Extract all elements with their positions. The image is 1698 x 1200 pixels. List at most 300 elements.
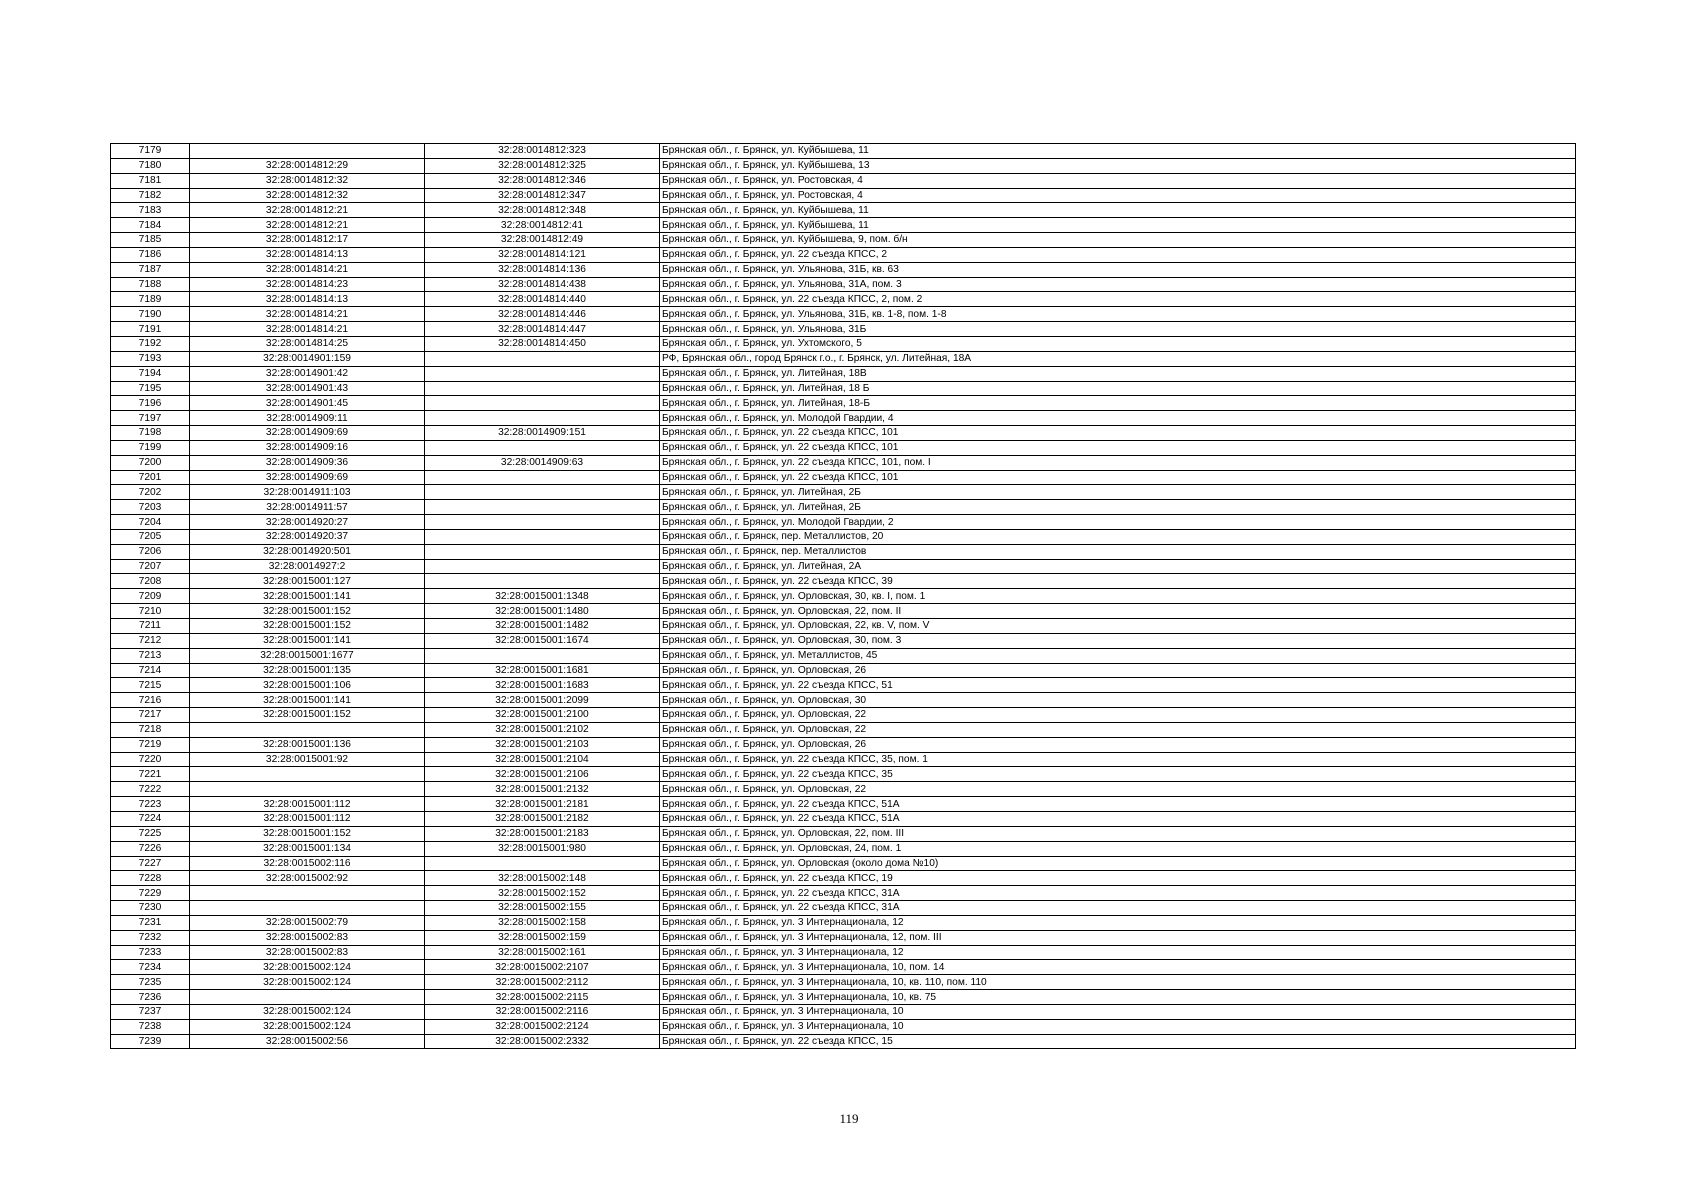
- address-cell: Брянская обл., г. Брянск, ул. Литейная, 18-Б: [660, 396, 1576, 411]
- row-number-cell: 7203: [111, 500, 190, 515]
- row-number-cell: 7211: [111, 619, 190, 634]
- table-row: [111, 1004, 1576, 1019]
- row-number-cell: 7212: [111, 633, 190, 648]
- land-plot-number-cell: 32:28:0015001:127: [190, 574, 425, 589]
- land-plot-number-cell: 32:28:0014812:21: [190, 218, 425, 233]
- object-number-cell: [425, 440, 660, 455]
- address-cell: Брянская обл., г. Брянск, ул. 3 Интернационала, 10, кв. 75: [660, 990, 1576, 1005]
- land-plot-number-cell: 32:28:0015002:83: [190, 930, 425, 945]
- row-number-cell: 7179: [111, 144, 190, 159]
- row-number-cell: 7191: [111, 322, 190, 337]
- address-cell: Брянская обл., г. Брянск, ул. Орловская, 30: [660, 693, 1576, 708]
- row-number-cell: 7223: [111, 797, 190, 812]
- row-number-cell: 7210: [111, 604, 190, 619]
- land-plot-number-cell: 32:28:0014814:21: [190, 322, 425, 337]
- row-number-cell: 7219: [111, 737, 190, 752]
- object-number-cell: 32:28:0014812:348: [425, 203, 660, 218]
- land-plot-number-cell: 32:28:0014812:29: [190, 158, 425, 173]
- address-cell: Брянская обл., г. Брянск, ул. Ростовская, 4: [660, 188, 1576, 203]
- address-cell: Брянская обл., г. Брянск, ул. Куйбышева, 9, пом. б/н: [660, 233, 1576, 248]
- object-number-cell: 32:28:0014814:136: [425, 262, 660, 277]
- address-cell: Брянская обл., г. Брянск, ул. Орловская, 26: [660, 663, 1576, 678]
- object-number-cell: 32:28:0015001:2132: [425, 782, 660, 797]
- object-number-cell: 32:28:0015001:2106: [425, 767, 660, 782]
- land-plot-number-cell: 32:28:0014901:43: [190, 381, 425, 396]
- row-number-cell: 7198: [111, 426, 190, 441]
- row-number-cell: 7186: [111, 247, 190, 262]
- land-plot-number-cell: [190, 782, 425, 797]
- address-cell: Брянская обл., г. Брянск, ул. 22 съезда КПСС, 101: [660, 470, 1576, 485]
- table-row: [111, 693, 1576, 708]
- row-number-cell: 7184: [111, 218, 190, 233]
- object-number-cell: 32:28:0015002:152: [425, 886, 660, 901]
- table-row: [111, 411, 1576, 426]
- table-row: [111, 574, 1576, 589]
- table-row: [111, 515, 1576, 530]
- object-number-cell: [425, 381, 660, 396]
- row-number-cell: 7236: [111, 990, 190, 1005]
- row-number-cell: 7237: [111, 1004, 190, 1019]
- address-cell: Брянская обл., г. Брянск, ул. 22 съезда КПСС, 101: [660, 426, 1576, 441]
- table-row: [111, 604, 1576, 619]
- row-number-cell: 7202: [111, 485, 190, 500]
- row-number-cell: 7192: [111, 336, 190, 351]
- table-row: [111, 1019, 1576, 1034]
- row-number-cell: 7230: [111, 901, 190, 916]
- object-number-cell: 32:28:0015002:2112: [425, 975, 660, 990]
- object-number-cell: 32:28:0015002:148: [425, 871, 660, 886]
- object-number-cell: [425, 485, 660, 500]
- table-row: [111, 529, 1576, 544]
- object-number-cell: 32:28:0014814:447: [425, 322, 660, 337]
- row-number-cell: 7235: [111, 975, 190, 990]
- object-number-cell: 32:28:0015002:2116: [425, 1004, 660, 1019]
- table-row: [111, 440, 1576, 455]
- object-number-cell: 32:28:0015001:2102: [425, 722, 660, 737]
- row-number-cell: 7213: [111, 648, 190, 663]
- land-plot-number-cell: 32:28:0014901:45: [190, 396, 425, 411]
- object-number-cell: 32:28:0015001:2181: [425, 797, 660, 812]
- address-cell: Брянская обл., г. Брянск, ул. Куйбышева, 11: [660, 218, 1576, 233]
- land-plot-number-cell: 32:28:0015002:92: [190, 871, 425, 886]
- address-cell: Брянская обл., г. Брянск, ул. Ухтомского, 5: [660, 336, 1576, 351]
- object-number-cell: [425, 856, 660, 871]
- address-cell: Брянская обл., г. Брянск, ул. 22 съезда КПСС, 15: [660, 1034, 1576, 1049]
- table-row: [111, 856, 1576, 871]
- table-row: [111, 366, 1576, 381]
- table-row: [111, 322, 1576, 337]
- object-number-cell: 32:28:0014814:121: [425, 247, 660, 262]
- address-cell: Брянская обл., г. Брянск, ул. Куйбышева, 11: [660, 144, 1576, 159]
- address-cell: Брянская обл., г. Брянск, ул. Молодой Гвардии, 2: [660, 515, 1576, 530]
- land-plot-number-cell: 32:28:0014814:23: [190, 277, 425, 292]
- land-plot-number-cell: [190, 990, 425, 1005]
- table-row: [111, 886, 1576, 901]
- object-number-cell: 32:28:0015001:2182: [425, 811, 660, 826]
- address-cell: Брянская обл., г. Брянск, ул. 3 Интернационала, 12: [660, 915, 1576, 930]
- land-plot-number-cell: 32:28:0014909:16: [190, 440, 425, 455]
- page-number: 119: [839, 1111, 859, 1126]
- object-number-cell: 32:28:0015001:2100: [425, 708, 660, 723]
- land-plot-number-cell: 32:28:0015001:134: [190, 841, 425, 856]
- address-cell: Брянская обл., г. Брянск, ул. Орловская, 22: [660, 722, 1576, 737]
- land-plot-number-cell: [190, 722, 425, 737]
- table-row: [111, 619, 1576, 634]
- object-number-cell: 32:28:0015002:2124: [425, 1019, 660, 1034]
- land-plot-number-cell: 32:28:0015002:124: [190, 975, 425, 990]
- land-plot-number-cell: 32:28:0015001:152: [190, 619, 425, 634]
- registry-table: [110, 143, 1576, 1049]
- land-plot-number-cell: 32:28:0015001:112: [190, 797, 425, 812]
- row-number-cell: 7231: [111, 915, 190, 930]
- table-row: [111, 722, 1576, 737]
- row-number-cell: 7193: [111, 351, 190, 366]
- row-number-cell: 7196: [111, 396, 190, 411]
- object-number-cell: 32:28:0015002:2332: [425, 1034, 660, 1049]
- table-row: [111, 351, 1576, 366]
- land-plot-number-cell: 32:28:0015001:106: [190, 678, 425, 693]
- address-cell: Брянская обл., г. Брянск, ул. Металлистов, 45: [660, 648, 1576, 663]
- table-row: [111, 262, 1576, 277]
- table-row: [111, 173, 1576, 188]
- object-number-cell: [425, 648, 660, 663]
- row-number-cell: 7228: [111, 871, 190, 886]
- object-number-cell: 32:28:0015001:1674: [425, 633, 660, 648]
- row-number-cell: 7233: [111, 945, 190, 960]
- address-cell: Брянская обл., г. Брянск, ул. Ульянова, 31Б, кв. 63: [660, 262, 1576, 277]
- table-row: [111, 752, 1576, 767]
- address-cell: Брянская обл., г. Брянск, ул. 3 Интернационала, 12: [660, 945, 1576, 960]
- address-cell: Брянская обл., г. Брянск, ул. Орловская, 24, пом. 1: [660, 841, 1576, 856]
- object-number-cell: 32:28:0015001:2104: [425, 752, 660, 767]
- row-number-cell: 7188: [111, 277, 190, 292]
- object-number-cell: [425, 351, 660, 366]
- object-number-cell: 32:28:0015001:1480: [425, 604, 660, 619]
- table-row: [111, 485, 1576, 500]
- object-number-cell: 32:28:0014812:347: [425, 188, 660, 203]
- object-number-cell: 32:28:0015001:1348: [425, 589, 660, 604]
- object-number-cell: 32:28:0014812:325: [425, 158, 660, 173]
- address-cell: Брянская обл., г. Брянск, ул. Ростовская, 4: [660, 173, 1576, 188]
- object-number-cell: 32:28:0014814:450: [425, 336, 660, 351]
- object-number-cell: 32:28:0014812:323: [425, 144, 660, 159]
- address-cell: Брянская обл., г. Брянск, ул. 3 Интернационала, 10, кв. 110, пом. 110: [660, 975, 1576, 990]
- table-row: [111, 901, 1576, 916]
- row-number-cell: 7234: [111, 960, 190, 975]
- land-plot-number-cell: 32:28:0015002:124: [190, 960, 425, 975]
- address-cell: Брянская обл., г. Брянск, ул. Ульянова, 31Б: [660, 322, 1576, 337]
- row-number-cell: 7207: [111, 559, 190, 574]
- row-number-cell: 7239: [111, 1034, 190, 1049]
- row-number-cell: 7204: [111, 515, 190, 530]
- table-row: [111, 381, 1576, 396]
- table-row: [111, 930, 1576, 945]
- land-plot-number-cell: 32:28:0014920:27: [190, 515, 425, 530]
- land-plot-number-cell: 32:28:0014920:37: [190, 529, 425, 544]
- land-plot-number-cell: 32:28:0014909:11: [190, 411, 425, 426]
- table-row: [111, 277, 1576, 292]
- land-plot-number-cell: [190, 767, 425, 782]
- object-number-cell: 32:28:0015001:2183: [425, 826, 660, 841]
- land-plot-number-cell: 32:28:0014812:21: [190, 203, 425, 218]
- land-plot-number-cell: [190, 886, 425, 901]
- object-number-cell: 32:28:0014814:446: [425, 307, 660, 322]
- address-cell: Брянская обл., г. Брянск, ул. Орловская, 22, пом. II: [660, 604, 1576, 619]
- object-number-cell: 32:28:0015002:159: [425, 930, 660, 945]
- address-cell: Брянская обл., г. Брянск, ул. Ульянова, 31Б, кв. 1-8, пом. 1-8: [660, 307, 1576, 322]
- land-plot-number-cell: 32:28:0015001:141: [190, 589, 425, 604]
- registry-table-body: [111, 144, 1576, 1049]
- land-plot-number-cell: 32:28:0015001:1677: [190, 648, 425, 663]
- land-plot-number-cell: 32:28:0014920:501: [190, 544, 425, 559]
- object-number-cell: 32:28:0015002:155: [425, 901, 660, 916]
- object-number-cell: 32:28:0015001:1683: [425, 678, 660, 693]
- land-plot-number-cell: 32:28:0015001:152: [190, 708, 425, 723]
- address-cell: Брянская обл., г. Брянск, ул. 3 Интернационала, 10: [660, 1019, 1576, 1034]
- table-row: [111, 737, 1576, 752]
- address-cell: Брянская обл., г. Брянск, ул. Орловская, 22, пом. III: [660, 826, 1576, 841]
- row-number-cell: 7224: [111, 811, 190, 826]
- land-plot-number-cell: 32:28:0015001:112: [190, 811, 425, 826]
- address-cell: РФ, Брянская обл., город Брянск г.о., г. Брянск, ул. Литейная, 18А: [660, 351, 1576, 366]
- address-cell: Брянская обл., г. Брянск, пер. Металлистов: [660, 544, 1576, 559]
- address-cell: Брянская обл., г. Брянск, ул. 22 съезда КПСС, 2: [660, 247, 1576, 262]
- land-plot-number-cell: 32:28:0015002:124: [190, 1004, 425, 1019]
- address-cell: Брянская обл., г. Брянск, ул. 22 съезда КПСС, 35, пом. 1: [660, 752, 1576, 767]
- object-number-cell: 32:28:0014812:346: [425, 173, 660, 188]
- row-number-cell: 7180: [111, 158, 190, 173]
- object-number-cell: 32:28:0014812:41: [425, 218, 660, 233]
- address-cell: Брянская обл., г. Брянск, ул. Орловская, 22: [660, 708, 1576, 723]
- row-number-cell: 7220: [111, 752, 190, 767]
- row-number-cell: 7189: [111, 292, 190, 307]
- address-cell: Брянская обл., г. Брянск, ул. 22 съезда КПСС, 35: [660, 767, 1576, 782]
- land-plot-number-cell: 32:28:0014927:2: [190, 559, 425, 574]
- address-cell: Брянская обл., г. Брянск, ул. Орловская, 22, кв. V, пом. V: [660, 619, 1576, 634]
- table-row: [111, 960, 1576, 975]
- table-row: [111, 871, 1576, 886]
- land-plot-number-cell: 32:28:0014812:17: [190, 233, 425, 248]
- table-row: [111, 589, 1576, 604]
- table-row: [111, 826, 1576, 841]
- address-cell: Брянская обл., г. Брянск, ул. Литейная, 18В: [660, 366, 1576, 381]
- address-cell: Брянская обл., г. Брянск, ул. Орловская (около дома №10): [660, 856, 1576, 871]
- land-plot-number-cell: 32:28:0014814:25: [190, 336, 425, 351]
- table-row: [111, 470, 1576, 485]
- object-number-cell: [425, 544, 660, 559]
- land-plot-number-cell: 32:28:0014814:21: [190, 307, 425, 322]
- address-cell: Брянская обл., г. Брянск, ул. 22 съезда КПСС, 19: [660, 871, 1576, 886]
- row-number-cell: 7209: [111, 589, 190, 604]
- land-plot-number-cell: 32:28:0015002:56: [190, 1034, 425, 1049]
- table-row: [111, 218, 1576, 233]
- row-number-cell: 7201: [111, 470, 190, 485]
- table-row: [111, 544, 1576, 559]
- object-number-cell: [425, 529, 660, 544]
- table-row: [111, 247, 1576, 262]
- land-plot-number-cell: 32:28:0015001:92: [190, 752, 425, 767]
- row-number-cell: 7221: [111, 767, 190, 782]
- row-number-cell: 7205: [111, 529, 190, 544]
- row-number-cell: 7187: [111, 262, 190, 277]
- row-number-cell: 7183: [111, 203, 190, 218]
- address-cell: Брянская обл., г. Брянск, ул. 3 Интернационала, 12, пом. III: [660, 930, 1576, 945]
- table-row: [111, 188, 1576, 203]
- address-cell: Брянская обл., г. Брянск, ул. Литейная, 18 Б: [660, 381, 1576, 396]
- table-row: [111, 663, 1576, 678]
- land-plot-number-cell: 32:28:0015002:79: [190, 915, 425, 930]
- table-row: [111, 708, 1576, 723]
- land-plot-number-cell: 32:28:0014812:32: [190, 188, 425, 203]
- row-number-cell: 7215: [111, 678, 190, 693]
- address-cell: Брянская обл., г. Брянск, ул. Литейная, 2А: [660, 559, 1576, 574]
- address-cell: Брянская обл., г. Брянск, ул. Литейная, 2Б: [660, 485, 1576, 500]
- address-cell: Брянская обл., г. Брянск, ул. 22 съезда КПСС, 51А: [660, 811, 1576, 826]
- row-number-cell: 7238: [111, 1019, 190, 1034]
- address-cell: Брянская обл., г. Брянск, ул. 22 съезда КПСС, 31А: [660, 901, 1576, 916]
- land-plot-number-cell: 32:28:0014909:36: [190, 455, 425, 470]
- table-row: [111, 811, 1576, 826]
- address-cell: Брянская обл., г. Брянск, пер. Металлистов, 20: [660, 529, 1576, 544]
- row-number-cell: 7181: [111, 173, 190, 188]
- address-cell: Брянская обл., г. Брянск, ул. Ульянова, 31А, пом. 3: [660, 277, 1576, 292]
- row-number-cell: 7200: [111, 455, 190, 470]
- table-row: [111, 559, 1576, 574]
- object-number-cell: 32:28:0015001:1482: [425, 619, 660, 634]
- address-cell: Брянская обл., г. Брянск, ул. Молодой Гвардии, 4: [660, 411, 1576, 426]
- row-number-cell: 7182: [111, 188, 190, 203]
- object-number-cell: 32:28:0014812:49: [425, 233, 660, 248]
- land-plot-number-cell: 32:28:0014814:21: [190, 262, 425, 277]
- land-plot-number-cell: [190, 901, 425, 916]
- table-row: [111, 1034, 1576, 1049]
- address-cell: Брянская обл., г. Брянск, ул. Орловская, 30, кв. I, пом. 1: [660, 589, 1576, 604]
- table-row: [111, 455, 1576, 470]
- address-cell: Брянская обл., г. Брянск, ул. 3 Интернационала, 10: [660, 1004, 1576, 1019]
- table-row: [111, 336, 1576, 351]
- object-number-cell: 32:28:0014909:63: [425, 455, 660, 470]
- land-plot-number-cell: 32:28:0015001:152: [190, 604, 425, 619]
- row-number-cell: 7222: [111, 782, 190, 797]
- table-row: [111, 767, 1576, 782]
- table-row: [111, 292, 1576, 307]
- table-row: [111, 975, 1576, 990]
- land-plot-number-cell: 32:28:0015001:135: [190, 663, 425, 678]
- object-number-cell: 32:28:0015001:980: [425, 841, 660, 856]
- land-plot-number-cell: 32:28:0014911:103: [190, 485, 425, 500]
- table-row: [111, 203, 1576, 218]
- land-plot-number-cell: 32:28:0014814:13: [190, 247, 425, 262]
- object-number-cell: [425, 366, 660, 381]
- row-number-cell: 7206: [111, 544, 190, 559]
- table-row: [111, 633, 1576, 648]
- land-plot-number-cell: 32:28:0014911:57: [190, 500, 425, 515]
- object-number-cell: 32:28:0015002:2107: [425, 960, 660, 975]
- object-number-cell: [425, 559, 660, 574]
- row-number-cell: 7208: [111, 574, 190, 589]
- object-number-cell: 32:28:0014814:440: [425, 292, 660, 307]
- table-row: [111, 990, 1576, 1005]
- table-row: [111, 782, 1576, 797]
- table-row: [111, 678, 1576, 693]
- table-row: [111, 307, 1576, 322]
- object-number-cell: 32:28:0015001:2103: [425, 737, 660, 752]
- address-cell: Брянская обл., г. Брянск, ул. Орловская, 22: [660, 782, 1576, 797]
- address-cell: Брянская обл., г. Брянск, ул. 22 съезда КПСС, 2, пом. 2: [660, 292, 1576, 307]
- row-number-cell: 7197: [111, 411, 190, 426]
- table-row: [111, 426, 1576, 441]
- row-number-cell: 7185: [111, 233, 190, 248]
- land-plot-number-cell: 32:28:0014901:159: [190, 351, 425, 366]
- address-cell: Брянская обл., г. Брянск, ул. Орловская, 26: [660, 737, 1576, 752]
- land-plot-number-cell: 32:28:0014901:42: [190, 366, 425, 381]
- land-plot-number-cell: 32:28:0015001:136: [190, 737, 425, 752]
- land-plot-number-cell: 32:28:0015002:124: [190, 1019, 425, 1034]
- address-cell: Брянская обл., г. Брянск, ул. 22 съезда КПСС, 51А: [660, 797, 1576, 812]
- land-plot-number-cell: 32:28:0015002:83: [190, 945, 425, 960]
- object-number-cell: 32:28:0015001:1681: [425, 663, 660, 678]
- row-number-cell: 7226: [111, 841, 190, 856]
- row-number-cell: 7190: [111, 307, 190, 322]
- object-number-cell: [425, 515, 660, 530]
- row-number-cell: 7195: [111, 381, 190, 396]
- row-number-cell: 7225: [111, 826, 190, 841]
- address-cell: Брянская обл., г. Брянск, ул. Куйбышева, 11: [660, 203, 1576, 218]
- table-row: [111, 797, 1576, 812]
- table-row: [111, 945, 1576, 960]
- row-number-cell: 7199: [111, 440, 190, 455]
- land-plot-number-cell: 32:28:0015002:116: [190, 856, 425, 871]
- object-number-cell: 32:28:0015002:158: [425, 915, 660, 930]
- table-row: [111, 841, 1576, 856]
- land-plot-number-cell: 32:28:0015001:152: [190, 826, 425, 841]
- table-row: [111, 396, 1576, 411]
- object-number-cell: 32:28:0015002:161: [425, 945, 660, 960]
- row-number-cell: 7232: [111, 930, 190, 945]
- land-plot-number-cell: 32:28:0015001:141: [190, 633, 425, 648]
- row-number-cell: 7217: [111, 708, 190, 723]
- table-row: [111, 158, 1576, 173]
- land-plot-number-cell: 32:28:0014814:13: [190, 292, 425, 307]
- object-number-cell: [425, 411, 660, 426]
- table-row: [111, 648, 1576, 663]
- object-number-cell: 32:28:0015001:2099: [425, 693, 660, 708]
- land-plot-number-cell: [190, 144, 425, 159]
- table-row: [111, 915, 1576, 930]
- object-number-cell: 32:28:0015002:2115: [425, 990, 660, 1005]
- address-cell: Брянская обл., г. Брянск, ул. 22 съезда КПСС, 101, пом. I: [660, 455, 1576, 470]
- row-number-cell: 7214: [111, 663, 190, 678]
- address-cell: Брянская обл., г. Брянск, ул. 22 съезда КПСС, 51: [660, 678, 1576, 693]
- table-row: [111, 500, 1576, 515]
- object-number-cell: [425, 500, 660, 515]
- object-number-cell: [425, 396, 660, 411]
- address-cell: Брянская обл., г. Брянск, ул. 22 съезда КПСС, 31А: [660, 886, 1576, 901]
- object-number-cell: 32:28:0014909:151: [425, 426, 660, 441]
- row-number-cell: 7216: [111, 693, 190, 708]
- address-cell: Брянская обл., г. Брянск, ул. 22 съезда КПСС, 101: [660, 440, 1576, 455]
- row-number-cell: 7218: [111, 722, 190, 737]
- row-number-cell: 7229: [111, 886, 190, 901]
- table-row: [111, 144, 1576, 159]
- land-plot-number-cell: 32:28:0014909:69: [190, 426, 425, 441]
- land-plot-number-cell: 32:28:0015001:141: [190, 693, 425, 708]
- row-number-cell: 7194: [111, 366, 190, 381]
- object-number-cell: [425, 574, 660, 589]
- address-cell: Брянская обл., г. Брянск, ул. Литейная, 2Б: [660, 500, 1576, 515]
- address-cell: Брянская обл., г. Брянск, ул. Куйбышева, 13: [660, 158, 1576, 173]
- land-plot-number-cell: 32:28:0014909:69: [190, 470, 425, 485]
